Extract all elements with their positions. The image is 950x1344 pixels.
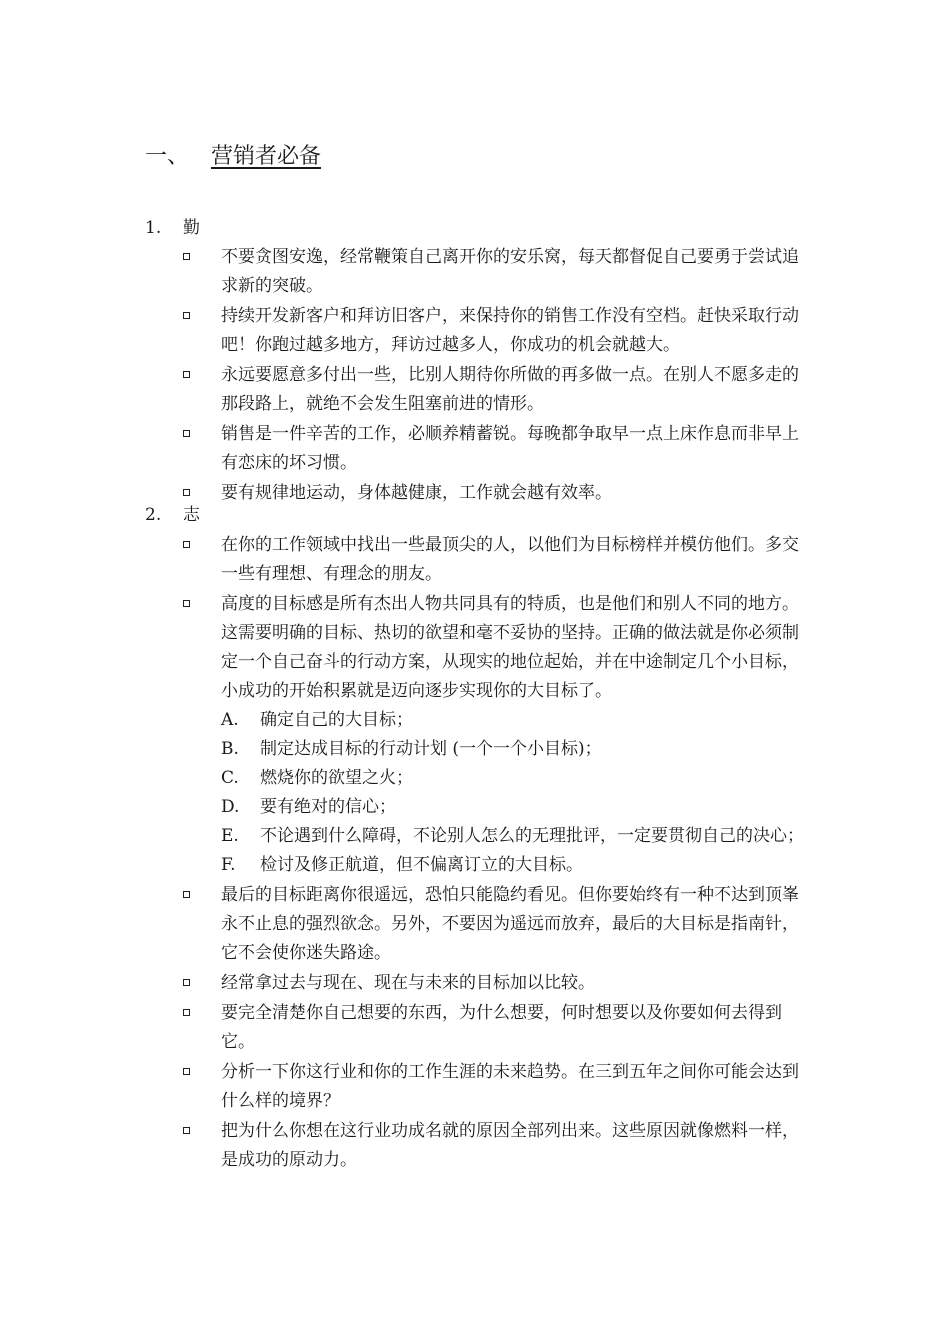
square-bullet-icon: [183, 1068, 190, 1075]
list-item: 永远要愿意多付出一些，比别人期待你所做的再多做一点。在别人不愿多走的那段路上，就绝不会发生阻塞前进的情形。: [183, 361, 808, 419]
section-number: 2.: [145, 505, 162, 525]
chapter-heading: [145, 142, 321, 172]
section-title: 勤: [183, 218, 200, 238]
list-item: 分析一下你这行业和你的工作生涯的未来趋势。在三到五年之间你可能会达到什么样的境界？: [183, 1058, 808, 1116]
sub-list-item: C. 燃烧你的欲望之火；: [221, 768, 413, 788]
list-item: 要完全清楚你自己想要的东西，为什么想要，何时想要以及你要如何去得到它。: [183, 999, 808, 1057]
list-item: 经常拿过去与现在、现在与未来的目标加以比较。: [183, 969, 808, 998]
section-number: 1.: [145, 218, 162, 238]
list-item: 要有规律地运动，身体越健康，工作就会越有效率。: [183, 479, 808, 508]
square-bullet-icon: [183, 1009, 190, 1016]
list-item: 最后的目标距离你很遥远，恐怕只能隐约看见。但你要始终有一种不达到顶峯永不止息的强烈欲念。另外，不要因为遥远而放弃，最后的大目标是指南针，它不会使你迷失路途。: [183, 881, 808, 968]
section-2-bullet-list: [183, 531, 808, 1176]
square-bullet-icon: [183, 600, 190, 607]
section-1-heading: [145, 214, 200, 242]
sub-list-item: D. 要有绝对的信心；: [221, 797, 396, 817]
list-item: 在你的工作领域中找出一些最顶尖的人，以他们为目标榜样并模仿他们。多交一些有理想、有理念的朋友。: [183, 531, 808, 589]
square-bullet-icon: [183, 1127, 190, 1134]
sub-list-item: B. 制定达成目标的行动计划 (一个一个小目标)；: [221, 739, 602, 759]
chapter-number: 一、: [145, 144, 190, 169]
square-bullet-icon: [183, 489, 190, 496]
section-2-heading: [145, 501, 200, 529]
list-item: 高度的目标感是所有杰出人物共同具有的特质，也是他们和别人不同的地方。这需要明确的目标、热切的欲望和毫不妥协的坚持。正确的做法就是你必须制定一个自己奋斗的行动方案，从现实的地位起始，并在中途制定几个小目标，小成功的开始积累就是迈向逐步实现你的大目标了。 A. 确定自己的大目标； B. 制定达成目标的行动计划 (一个一个小目标)； C. 燃烧你的欲望之火； D. 要有绝对的信心； E. 不论遇到什么障碍，不论别人怎么的无理批评，一定要贯彻自己的决心； F. 检讨及修正航道，但不偏离订立的大目标。: [183, 590, 808, 880]
square-bullet-icon: [183, 541, 190, 548]
square-bullet-icon: [183, 891, 190, 898]
square-bullet-icon: [183, 371, 190, 378]
sub-list-item: A. 确定自己的大目标；: [221, 710, 413, 730]
chapter-title: 营销者必备: [211, 144, 322, 169]
section-1-bullet-list: [183, 243, 808, 509]
square-bullet-icon: [183, 253, 190, 260]
section-title: 志: [183, 505, 200, 525]
list-item: 持续开发新客户和拜访旧客户，来保持你的销售工作没有空档。赶快采取行动吧！你跑过越多地方，拜访过越多人，你成功的机会就越大。: [183, 302, 808, 360]
square-bullet-icon: [183, 979, 190, 986]
list-item: 不要贪图安逸，经常鞭策自己离开你的安乐窝，每天都督促自己要勇于尝试追求新的突破。: [183, 243, 808, 301]
sub-list: [221, 706, 808, 880]
square-bullet-icon: [183, 430, 190, 437]
sub-list-item: F. 检讨及修正航道，但不偏离订立的大目标。: [221, 855, 583, 875]
list-item: 把为什么你想在这行业功成名就的原因全部列出来。这些原因就像燃料一样，是成功的原动力。: [183, 1117, 808, 1175]
list-item: 销售是一件辛苦的工作，必顺养精蓄锐。每晚都争取早一点上床作息而非早上有恋床的坏习惯。: [183, 420, 808, 478]
square-bullet-icon: [183, 312, 190, 319]
sub-list-item: E. 不论遇到什么障碍，不论别人怎么的无理批评，一定要贯彻自己的决心；: [221, 826, 804, 846]
